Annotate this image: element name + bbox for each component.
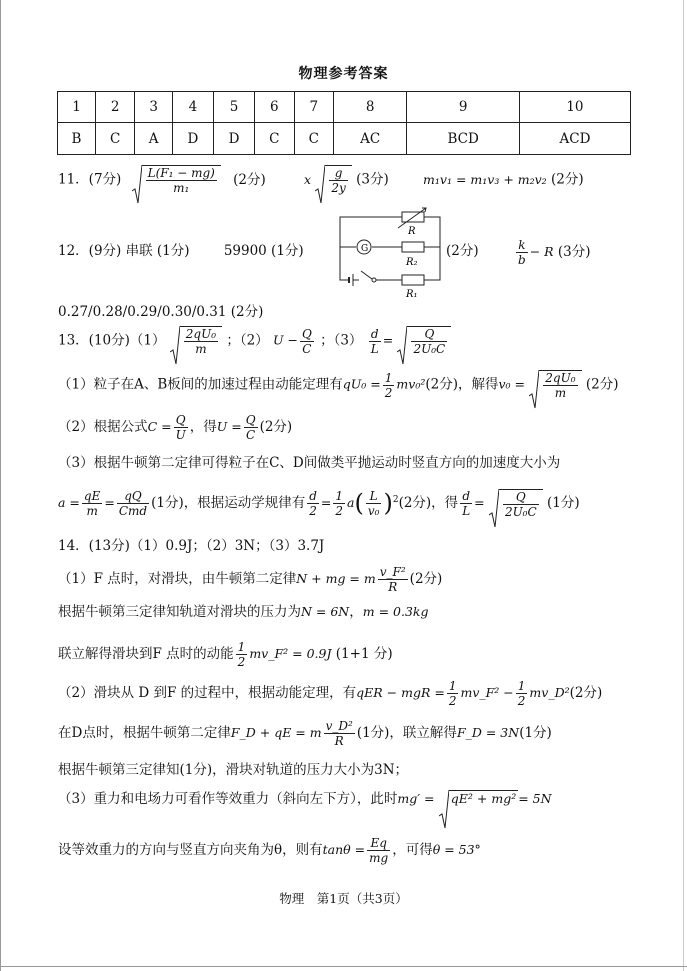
question-number: 4 <box>172 92 213 123</box>
q11-eq2-num: g <box>329 166 347 181</box>
q13-a3-mid: = <box>382 332 394 348</box>
answer-cell: C <box>255 123 294 155</box>
q14-p2-text: 根据牛顿第三定律知轨道对滑块的压力为 <box>58 604 301 620</box>
q14-p5-den: R <box>334 734 344 748</box>
q13-a2-num: Q <box>301 326 312 341</box>
q14-p2 <box>58 604 428 622</box>
galvanometer-label: G <box>361 244 369 254</box>
question-number: 6 <box>255 92 294 123</box>
q13-p4-score2: (2分)，得 <box>398 495 459 512</box>
q13-p1-root <box>529 370 581 400</box>
q13-p3: （3）根据牛顿第二定律可得粒子在C、D间做类平抛运动时竖直方向的加速度大小为 <box>58 455 561 471</box>
q13-p2-mid: ，得 <box>189 419 217 435</box>
q14-p3-num: 1 <box>237 640 246 654</box>
radical-sign <box>315 165 325 205</box>
q12-eq-num: k <box>516 238 528 253</box>
q13-p2-eq1-den: U <box>175 428 186 442</box>
paren-open: ( <box>354 489 364 517</box>
q13-a2-pre: U − <box>272 332 298 348</box>
q11-line <box>58 165 584 195</box>
q13-p4-eq3-num: d <box>460 489 472 504</box>
q14-p5-eq: F_D + qE = m <box>230 725 322 740</box>
answer-cell: D <box>172 123 213 155</box>
q14-p7-tail: = 5N <box>518 790 552 806</box>
q14-p8-eq2: θ = 53° <box>432 842 481 857</box>
q14-p7-root <box>439 790 518 809</box>
q14-p8-eq: tanθ = <box>322 842 366 857</box>
q13-p1-score: (2分)，解得 <box>425 376 499 393</box>
page-footer: 物理 第1页（共3页） <box>279 891 408 906</box>
q13-p1-score2: (2分) <box>585 376 619 393</box>
question-number: 5 <box>213 92 254 123</box>
q14-p7-text: （3）重力和电场力可看作等效重力（斜向左下方），此时 <box>58 790 398 807</box>
q14-p5 <box>58 719 552 748</box>
answer-cell: A <box>135 123 172 155</box>
q13-line <box>58 326 451 356</box>
q12-line <box>58 243 304 261</box>
q13-a1-num: 2qU₀ <box>185 327 217 341</box>
q13-p2-eq1: C = <box>147 419 172 434</box>
q13-p1-eq2-den: m <box>554 386 567 400</box>
q14-p8 <box>58 836 481 865</box>
paren-close: ) <box>383 489 393 517</box>
q11-eq2 <box>315 165 351 195</box>
q13-a3-den: L <box>370 341 379 356</box>
q11-eq2-den: 2y <box>331 181 346 195</box>
resistor-r-label: R <box>408 226 416 237</box>
q13-p4-eq2-inum: L <box>366 489 382 504</box>
q14-p4-text: （2）滑块从 D 到F 的过程中，根据动能定理，有 <box>58 685 357 701</box>
q14-p2-eq2: m = 0.3kg <box>362 604 429 619</box>
answer-cell: ACD <box>519 123 630 155</box>
q14-p7-rad: qE² + mg² <box>450 791 517 806</box>
q12-eq-tail: − R <box>529 244 554 259</box>
q12-label: 12．(9分) 串联 (1分) <box>58 243 190 259</box>
q14-p1-den: R <box>388 580 398 594</box>
q14-p5-score2: (1分) <box>519 725 552 741</box>
q13-p4-eq3-rnum: Q <box>503 490 539 505</box>
answer-table-number-row <box>58 92 631 123</box>
q13-p1-text: （1）粒子在A、B板间的加速过程由动能定理有 <box>58 376 343 393</box>
q12-eq-den: b <box>518 253 526 267</box>
q14-p4-d2: 2 <box>517 694 526 708</box>
radical-sign <box>489 489 499 529</box>
q13-p2-score: (2分) <box>259 419 293 435</box>
q14-p3-text: 联立解得滑块到F 点时的动能 <box>58 646 234 662</box>
q11-score3: (2分) <box>551 171 584 188</box>
q13-p4 <box>58 488 580 519</box>
answer-table <box>57 91 631 155</box>
q11-eq1-num: L(F₁ − mg) <box>147 166 215 180</box>
q13-p4-eq2-hden: 2 <box>335 504 344 519</box>
q13-p4-eq-pre: a = <box>58 495 80 511</box>
q13-p2-eq2-num: Q <box>245 413 256 427</box>
q13-p1-eq-rhs: mv₀² <box>396 376 426 392</box>
q14-p5-eq2: F_D = 3N <box>456 725 520 740</box>
q14-p4-n2: 1 <box>517 679 526 693</box>
q13-p4-eq2-iden: v₀ <box>367 504 380 519</box>
q13-p1 <box>58 370 618 400</box>
q14-label: 14．(13分)（1）0.9J；（2）3N；（3）3.7J <box>58 538 325 554</box>
q14-p8-text: 设等效重力的方向与竖直方向夹角为θ，则有 <box>58 842 323 858</box>
q14-p4 <box>58 679 602 708</box>
q13-sep2: ；（2） <box>226 332 269 349</box>
q13-p4-score3: (1分) <box>546 495 580 512</box>
q13-p1-eq2-num: 2qU₀ <box>545 371 576 385</box>
q14-p1-eq: N + mg = m <box>296 571 376 586</box>
q13-a1-den: m <box>195 342 207 356</box>
page-title: 物理参考答案 <box>298 66 389 82</box>
question-number: 2 <box>96 92 135 123</box>
q13-p1-eq-lhs: qU₀ = <box>342 376 381 392</box>
q13-a2-den: C <box>302 341 312 356</box>
q14-p8-num: Eq <box>367 836 390 851</box>
question-number: 9 <box>407 92 519 123</box>
q12-eq <box>514 238 590 267</box>
q14-p4-eq: qER − mgR = <box>356 685 445 700</box>
q13-a3-root <box>397 326 451 356</box>
q11-label: 11．(7分) <box>58 171 122 188</box>
q13-p4-eq-mid: = <box>104 495 115 511</box>
q13-p4-eq3-den: L <box>462 504 471 519</box>
q13-p4-num2: qQ <box>117 489 149 504</box>
page-bottom-edge <box>0 966 687 967</box>
q11-score2: (3分) <box>356 171 389 188</box>
q14-p7 <box>58 790 552 809</box>
q14-p2-mid: ， <box>349 604 363 620</box>
q13-p2-eq2: U = <box>216 419 242 434</box>
q14-p6: 根据牛顿第三定律知(1分)，滑块对轨道的压力大小为3N； <box>58 762 409 778</box>
q11-eq3: m₁v₁ = m₁v₃ + m₂v₂ <box>423 171 547 187</box>
q13-p4-eq2-eq: = <box>320 495 332 511</box>
question-number: 10 <box>519 92 630 123</box>
q13-p4-score1: (1分)，根据运动学规律有 <box>151 495 306 512</box>
q14-p1 <box>58 565 442 594</box>
question-number: 1 <box>58 92 96 123</box>
radical-sign <box>529 370 539 410</box>
q13-p2-eq2-den: C <box>246 428 256 442</box>
q12-value: 59900 (1分) <box>223 243 304 259</box>
q14-p5-num: v_D² <box>325 719 353 733</box>
q13-p4-eq2-a: a <box>347 495 355 511</box>
q14-p5-score: (1分)，联立解得 <box>356 725 457 741</box>
q13-p1-den: 2 <box>384 385 393 400</box>
q13-p4-den2: Cmd <box>118 504 148 519</box>
q13-a1 <box>170 326 222 356</box>
q14-p1-text: （1）F 点时，对滑块，由牛顿第二定律 <box>58 571 297 587</box>
question-number: 3 <box>135 92 172 123</box>
answer-cell: BCD <box>407 123 519 155</box>
q14-p3-den: 2 <box>237 655 246 669</box>
q13-p1-eq2-lhs: v₀ = <box>498 376 525 392</box>
answer-table-answer-row <box>58 123 631 155</box>
q13-a3-num: d <box>369 327 381 342</box>
q14-p3-score: (1+1 分) <box>335 646 393 662</box>
q14-p3-eq: mv_F² = 0.9J <box>249 646 332 661</box>
q14-p1-num: v_F² <box>379 565 406 579</box>
answer-cell: D <box>213 123 254 155</box>
q13-a3-rden: 2U₀C <box>413 342 446 356</box>
question-number: 7 <box>294 92 333 123</box>
answer-cell: C <box>96 123 135 155</box>
q13-p2 <box>58 413 292 442</box>
answer-cell: AC <box>334 123 407 155</box>
radical-sign <box>132 165 142 205</box>
radical-sign <box>170 326 180 366</box>
q14-p5-text: 在D点时，根据牛顿第二定律 <box>58 725 231 741</box>
q11-eq2-pre: x <box>304 171 312 187</box>
q13-a3-rnum: Q <box>411 327 447 342</box>
page-right-edge <box>683 0 684 971</box>
q13-p4-eq3-eq: = <box>474 495 485 511</box>
answer-cell: C <box>294 123 333 155</box>
q14-p4-d1: 2 <box>448 694 457 708</box>
q14-p4-m1: mv_F² − <box>460 685 514 700</box>
circuit-diagram <box>334 207 446 299</box>
q11-eq1 <box>132 165 221 195</box>
q13-p1-num: 1 <box>384 370 393 385</box>
q13-p4-eq2-den: 2 <box>309 504 317 519</box>
question-number: 8 <box>334 92 407 123</box>
q12-range: 0.27/0.28/0.29/0.30/0.31 (2分) <box>58 304 264 320</box>
q13-p4-num1: qE <box>83 489 101 504</box>
q14-p1-score: (2分) <box>409 571 443 587</box>
q14-p8-mid: ，可得 <box>392 842 433 858</box>
q14-p8-den: mg <box>369 851 389 865</box>
radical-sign <box>397 326 407 366</box>
q13-p4-root <box>489 489 543 519</box>
squared-mark: 2 <box>392 495 399 506</box>
q14-p4-score: (2分) <box>569 685 603 701</box>
q14-p3 <box>58 640 393 669</box>
q13-label: 13．(10分)（1） <box>58 332 166 349</box>
q13-p4-den1: m <box>86 504 98 519</box>
page-left-edge <box>0 0 1 971</box>
q13-p4-eq3-rden: 2U₀C <box>504 504 537 519</box>
q13-p2-text: （2）根据公式 <box>58 419 148 435</box>
q14-p2-eq: N = 6N <box>301 604 350 619</box>
q14-p4-n1: 1 <box>448 679 457 693</box>
q14-p7-eq: mg′ = <box>397 790 435 806</box>
resistor-r2-label: R₂ <box>406 257 418 268</box>
q11-eq1-den: m₁ <box>173 181 190 195</box>
answer-cell: B <box>58 123 96 155</box>
radical-sign <box>439 790 449 830</box>
q11-score1: (2分) <box>233 171 266 188</box>
q12-score-eq: (3分) <box>557 244 591 260</box>
q14-p4-m2: mv_D² <box>529 685 570 700</box>
q13-sep3: ；（3） <box>320 332 363 349</box>
q13-p4-eq2-num: d <box>309 489 317 504</box>
resistor-r1-label: R₁ <box>406 289 418 299</box>
q13-p4-eq2-hnum: 1 <box>335 489 344 504</box>
q13-p2-eq1-num: Q <box>174 413 188 428</box>
q12-score-circuit: (2分) <box>446 243 479 259</box>
